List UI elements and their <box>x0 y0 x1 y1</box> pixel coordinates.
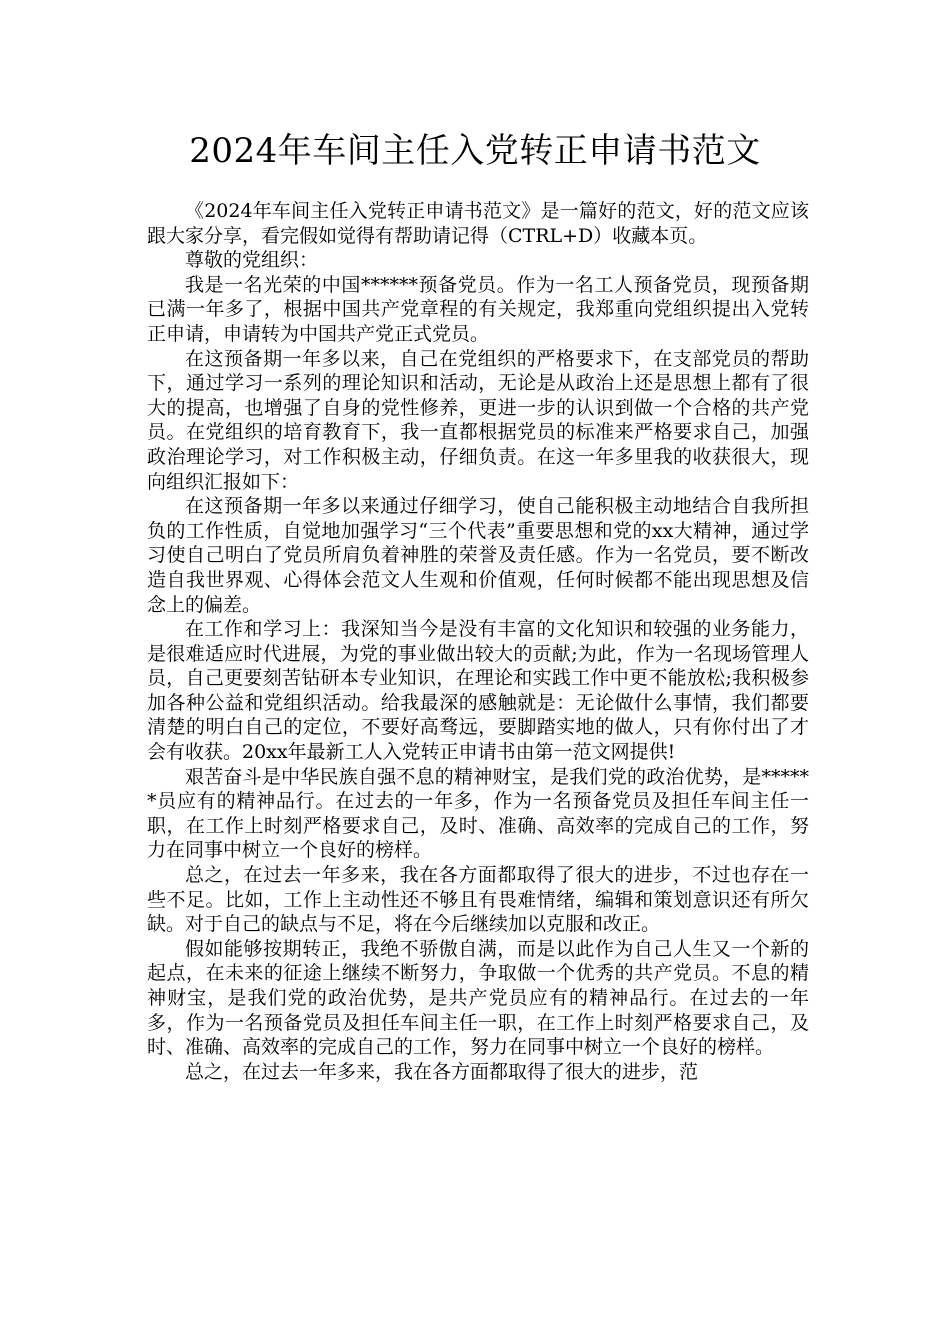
paragraph-application: 我是一名光荣的中国******预备党员。作为一名工人预备党员，现预备期已满一年多了，根据中国共产党章程的有关规定，我郑重向党组织提出入党转正申请，申请转为中国共产党正式党员。 <box>147 273 809 345</box>
paragraph-salutation: 尊敬的党组织： <box>185 249 319 272</box>
paragraph-study: 在这预备期一年多以来通过仔细学习，使自己能积极主动地结合自我所担负的工作性质，自觉地加强学习“三个代表”重要思想和党的xx大精神，通过学习使自己明白了党员所肩负着神胜的荣誉及责任感。作为一名党员，要不断改造自我世界观、心得体会范文人生观和价值观，任何时候都不能出现思想及信念上的偏差。 <box>147 495 809 616</box>
paragraph-probation-summary: 在这预备期一年多以来，自己在党组织的严格要求下，在支部党员的帮助下，通过学习一系列的理论知识和活动，无论是从政治上还是思想上都有了很大的提高，也增强了自身的党性修养，更进一步的认识到做一个合格的共产党员。在党组织的培育教育下，我一直都根据党员的标准来严格要求自己，加强政治理论学习，对工作积极主动，仔细负责。在这一年多里我的收获很大，现向组织汇报如下： <box>147 347 809 493</box>
paragraph-work-and-learning: 在工作和学习上：我深知当今是没有丰富的文化知识和较强的业务能力，是很难适应时代进展，为党的事业做出较大的贡献;为此，作为一名现场管理人员，自己更要刻苦钻研本专业知识，在理论和实践工作中更不能放松;我积极参加各种公益和党组织活动。给我最深的感触就是：无论做什么事情，我们都要清楚的明白自己的定位，不要好高骛远，要脚踏实地的做人，只有你付出了才会有收获。20xx年最新工人入党转正申请书由第一范文网提供! <box>147 618 809 764</box>
paragraph-intro: 《2024年车间主任入党转正申请书范文》是一篇好的范文，好的范文应该跟大家分享，看完假如觉得有帮助请记得（CTRL+D）收藏本页。 <box>147 200 809 247</box>
paragraph-hard-work: 艰苦奋斗是中华民族自强不息的精神财宝，是我们党的政治优势，是******员应有的精神品行。在过去的一年多，作为一名预备党员及担任车间主任一职，在工作上时刻严格要求自己，及时、准确、高效率的完成自己的工作，努力在同事中树立一个良好的榜样。 <box>147 765 809 862</box>
document-body <box>147 199 809 1084</box>
paragraph-future: 假如能够按期转正，我绝不骄傲自满，而是以此作为自己人生又一个新的起点，在未来的征途上继续不断努力，争取做一个优秀的共产党员。不息的精神财宝，是我们党的政治优势，是共产党员应有的精神品行。在过去的一年多，作为一名预备党员及担任车间主任一职，在工作上时刻严格要求自己，及时、准确、高效率的完成自己的工作，努力在同事中树立一个良好的榜样。 <box>147 937 809 1059</box>
document-title: 2024年车间主任入党转正申请书范文 <box>189 131 761 171</box>
paragraph-conclusion-repeat: 总之，在过去一年多来，我在各方面都取得了很大的进步，范 <box>185 1060 699 1083</box>
paragraph-conclusion: 总之，在过去一年多来，我在各方面都取得了很大的进步，不过也存在一些不足。比如，工作上主动性还不够且有畏难情绪，编辑和策划意识还有所欠缺。对于自己的缺点与不足，将在今后继续加以克服和改正。 <box>147 864 809 936</box>
